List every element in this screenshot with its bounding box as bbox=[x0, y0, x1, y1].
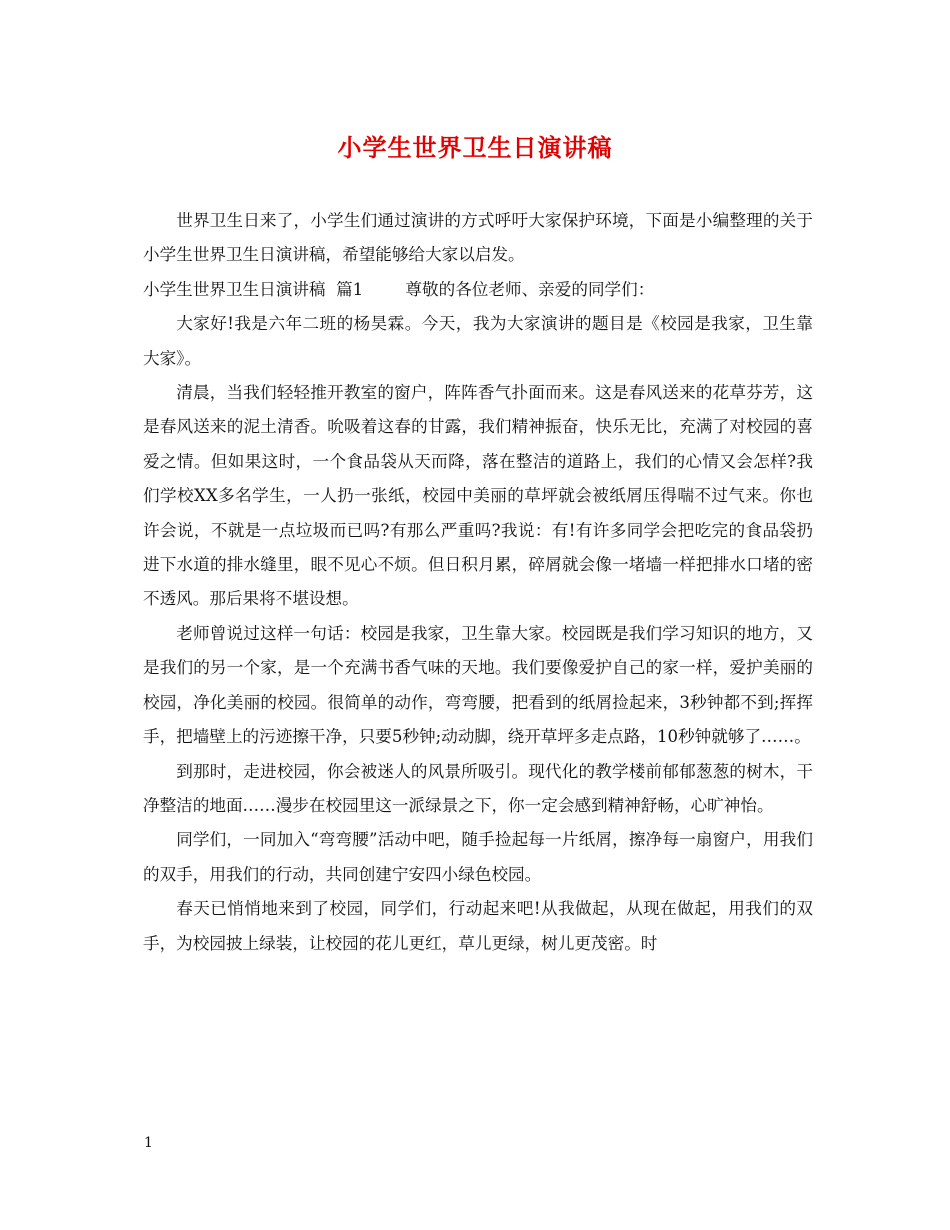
speech-paragraph: 老师曾说过这样一句话：校园是我家，卫生靠大家。校园既是我们学习知识的地方，又是我们的另一个家，是一个充满书香气味的天地。我们要像爱护自己的家一样，爱护美丽的校园，净化美丽的校园。很简单的动作，弯弯腰，把看到的纸屑捡起来，3秒钟都不到;挥挥手，把墙壁上的污迹擦干净，只要5秒钟;动动脚，绕开草坪多走点路，10秒钟就够了……。 bbox=[143, 623, 813, 747]
intro-paragraph: 世界卫生日来了，小学生们通过演讲的方式呼吁大家保护环境，下面是小编整理的关于小学生世界卫生日演讲稿，希望能够给大家以启发。 bbox=[143, 211, 813, 265]
speech-paragraph: 春天已悄悄地来到了校园，同学们，行动起来吧!从我做起，从现在做起，用我们的双手，为校园披上绿装，让校园的花儿更红，草儿更绿，树儿更茂密。时 bbox=[143, 899, 813, 953]
speech-paragraph: 清晨，当我们轻轻推开教室的窗户，阵阵香气扑面而来。这是春风送来的花草芬芳，这是春风送来的泥土清香。吮吸着这春的甘露，我们精神振奋，快乐无比，充满了对校园的喜爱之情。但如果这时，一个食品袋从天而降，落在整洁的道路上，我们的心情又会怎样?我们学校XX多名学生，一人扔一张纸，校园中美丽的草坪就会被纸屑压得喘不过气来。你也许会说，不就是一点垃圾而已吗?有那么严重吗?我说：有!有许多同学会把吃完的食品袋扔进下水道的排水缝里，眼不见心不烦。但日积月累，碎屑就会像一堵墙一样把排水口堵的密不透风。那后果将不堪设想。 bbox=[143, 383, 813, 609]
document-title: 小学生世界卫生日演讲稿 bbox=[337, 134, 613, 162]
page-number: 1 bbox=[144, 1135, 153, 1151]
document-body bbox=[143, 204, 813, 961]
speech-paragraph: 同学们，一同加入“弯弯腰”活动中吧，随手捡起每一片纸屑，擦净每一扇窗户，用我们的双手，用我们的行动，共同创建宁安四小绿色校园。 bbox=[143, 830, 813, 884]
section-heading-line: 小学生世界卫生日演讲稿 篇1 尊敬的各位老师、亲爱的同学们： bbox=[143, 279, 655, 299]
speech-paragraph: 到那时，走进校园，你会被迷人的风景所吸引。现代化的教学楼前郁郁葱葱的树木，干净整洁的地面……漫步在校园里这一派绿景之下，你一定会感到精神舒畅，心旷神怡。 bbox=[143, 761, 813, 815]
speech-paragraph: 大家好!我是六年二班的杨昊霖。今天，我为大家演讲的题目是《校园是我家，卫生靠大家》。 bbox=[143, 314, 813, 368]
